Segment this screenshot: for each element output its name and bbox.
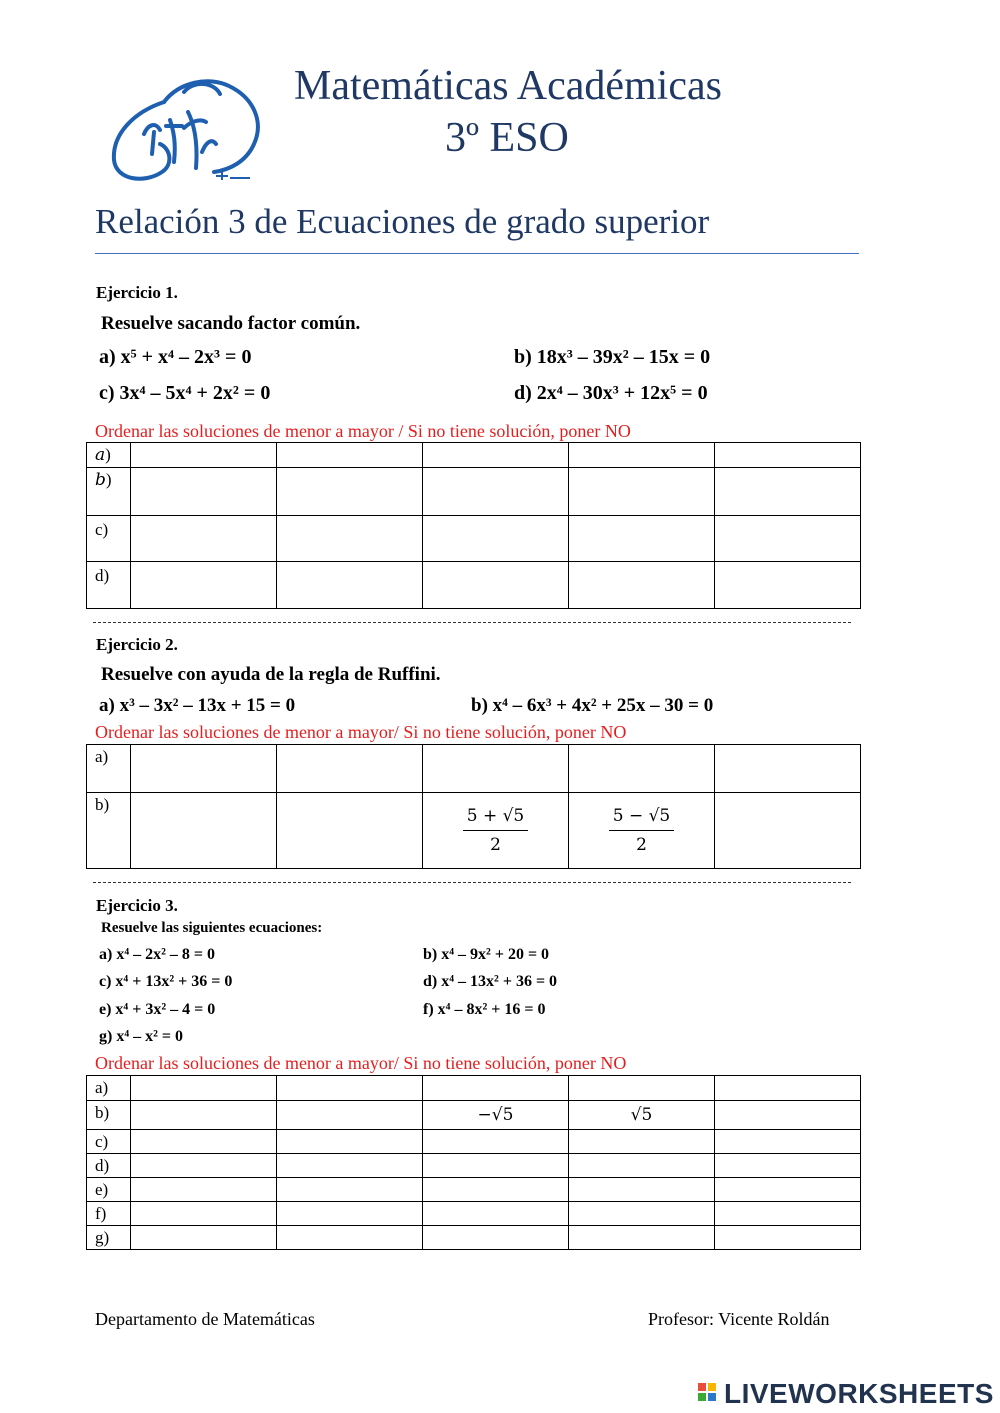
- answer-cell[interactable]: [277, 793, 423, 869]
- answer-cell[interactable]: [277, 1076, 423, 1101]
- exercise2-equation-a: a) x³ – 3x² – 13x + 15 = 0: [99, 695, 296, 716]
- exercise3-note: Ordenar las soluciones de menor a mayor/ Si no tiene solución, poner NO: [95, 1053, 627, 1073]
- answer-cell[interactable]: [131, 1130, 277, 1154]
- table-row: [87, 1076, 861, 1101]
- table-row: [87, 1202, 861, 1226]
- prefilled-solution-cell: [569, 793, 715, 869]
- answer-cell[interactable]: [569, 468, 715, 516]
- answer-cell[interactable]: [277, 443, 423, 468]
- answer-cell[interactable]: [423, 562, 569, 609]
- exercise1-note: Ordenar las soluciones de menor a mayor / Si no tiene solución, poner NO: [95, 421, 631, 441]
- answer-cell[interactable]: [715, 1101, 861, 1130]
- exercise3-equation-f: f) x⁴ – 8x² + 16 = 0: [423, 1001, 546, 1018]
- answer-cell[interactable]: [715, 1130, 861, 1154]
- row-label: d): [87, 1154, 131, 1178]
- table-row: [87, 1130, 861, 1154]
- liveworksheets-brand-text: LIVEWORKSHEETS: [724, 1378, 994, 1409]
- exercise3-instruction: Resuelve las siguientes ecuaciones:: [101, 920, 323, 936]
- table-row: [87, 1154, 861, 1178]
- answer-cell[interactable]: [131, 1178, 277, 1202]
- exercise1-title: Ejercicio 1.: [96, 283, 178, 302]
- row-label: a): [87, 1076, 131, 1101]
- subtitle-rule: [95, 253, 859, 254]
- answer-cell[interactable]: [131, 1154, 277, 1178]
- row-label: a): [87, 745, 131, 793]
- row-label: g): [87, 1226, 131, 1250]
- course-title: 3º ESO: [445, 115, 569, 161]
- answer-cell[interactable]: [131, 1076, 277, 1101]
- section-divider: [93, 622, 851, 623]
- answer-cell[interactable]: [131, 793, 277, 869]
- row-label: 𝑎): [87, 443, 131, 468]
- answer-cell[interactable]: [715, 1202, 861, 1226]
- liveworksheets-brand[interactable]: [698, 1378, 994, 1410]
- answer-cell[interactable]: [715, 1178, 861, 1202]
- answer-cell[interactable]: [131, 745, 277, 793]
- exercise3-equation-e: e) x⁴ + 3x² – 4 = 0: [99, 1001, 216, 1018]
- answer-cell[interactable]: [423, 1226, 569, 1250]
- answer-cell[interactable]: [715, 745, 861, 793]
- answer-cell[interactable]: [131, 1226, 277, 1250]
- answer-cell[interactable]: [569, 1130, 715, 1154]
- fraction-denominator: 2: [636, 835, 647, 855]
- row-label: 𝑏): [87, 468, 131, 516]
- answer-cell[interactable]: [423, 468, 569, 516]
- answer-cell[interactable]: [569, 745, 715, 793]
- answer-cell[interactable]: [569, 1076, 715, 1101]
- table-row: [87, 562, 861, 609]
- answer-cell[interactable]: [131, 516, 277, 562]
- answer-cell[interactable]: [131, 1202, 277, 1226]
- answer-cell[interactable]: [569, 1154, 715, 1178]
- answer-cell[interactable]: [569, 562, 715, 609]
- answer-cell[interactable]: [131, 468, 277, 516]
- prefilled-solution-cell: [423, 793, 569, 869]
- row-label: c): [87, 1130, 131, 1154]
- answer-cell[interactable]: [423, 745, 569, 793]
- answer-cell[interactable]: [277, 516, 423, 562]
- exercise1-equation-b: b) 18x³ – 39x² – 15x = 0: [514, 346, 711, 368]
- fraction-numerator: 5 + √5: [463, 806, 529, 831]
- table-row: [87, 1101, 861, 1130]
- row-label: d): [87, 562, 131, 609]
- answer-cell[interactable]: [131, 562, 277, 609]
- section-divider: [93, 882, 851, 883]
- exercise1-equation-d: d) 2x⁴ – 30x³ + 12x⁵ = 0: [514, 382, 708, 404]
- answer-cell[interactable]: [277, 468, 423, 516]
- answer-cell[interactable]: [423, 1154, 569, 1178]
- answer-cell[interactable]: [423, 443, 569, 468]
- answer-cell[interactable]: [715, 516, 861, 562]
- exercise2-note: Ordenar las soluciones de menor a mayor/ Si no tiene solución, poner NO: [95, 722, 627, 742]
- prefilled-solution-cell: √5: [569, 1101, 715, 1130]
- answer-cell[interactable]: [277, 1130, 423, 1154]
- row-label: f): [87, 1202, 131, 1226]
- answer-cell[interactable]: [277, 745, 423, 793]
- answer-cell[interactable]: [715, 1076, 861, 1101]
- table-row: [87, 1226, 861, 1250]
- footer-teacher: Profesor: Vicente Roldán: [648, 1309, 830, 1329]
- fraction-numerator: 5 − √5: [609, 806, 675, 831]
- exercise1-instruction: Resuelve sacando factor común.: [101, 313, 361, 334]
- answer-cell[interactable]: [423, 1076, 569, 1101]
- answer-cell[interactable]: [277, 562, 423, 609]
- exercise3-equation-a: a) x⁴ – 2x² – 8 = 0: [99, 946, 216, 963]
- answer-cell[interactable]: [423, 1202, 569, 1226]
- row-label: e): [87, 1178, 131, 1202]
- exercise3-equation-d: d) x⁴ – 13x² + 36 = 0: [423, 973, 558, 990]
- answer-cell[interactable]: [569, 516, 715, 562]
- exercise3-equation-g: g) x⁴ – x² = 0: [99, 1028, 184, 1045]
- exercise1-equation-a: a) x⁵ + x⁴ – 2x³ = 0: [99, 346, 252, 368]
- answer-cell[interactable]: [715, 1226, 861, 1250]
- answer-cell[interactable]: [277, 1154, 423, 1178]
- exercise3-equation-b: b) x⁴ – 9x² + 20 = 0: [423, 946, 550, 963]
- exercise2-instruction: Resuelve con ayuda de la regla de Ruffini.: [101, 664, 441, 685]
- answer-cell[interactable]: [277, 1101, 423, 1130]
- table-row: [87, 1178, 861, 1202]
- answer-cell[interactable]: [715, 468, 861, 516]
- row-label: c): [87, 516, 131, 562]
- liveworksheets-logo-icon: [698, 1383, 720, 1405]
- worksheet-subtitle: Relación 3 de Ecuaciones de grado superior: [95, 202, 710, 241]
- exercise1-answer-table: [86, 442, 861, 609]
- prefilled-solution-cell: −√5: [423, 1101, 569, 1130]
- footer-department: Departamento de Matemáticas: [95, 1309, 315, 1329]
- answer-cell[interactable]: [423, 1178, 569, 1202]
- table-row: [87, 745, 861, 793]
- row-label: b): [87, 793, 131, 869]
- answer-cell[interactable]: [715, 443, 861, 468]
- answer-cell[interactable]: [131, 443, 277, 468]
- answer-cell[interactable]: [569, 1202, 715, 1226]
- answer-cell[interactable]: [423, 1130, 569, 1154]
- table-row: [87, 443, 861, 468]
- answer-cell[interactable]: [569, 1178, 715, 1202]
- fraction: [609, 806, 675, 855]
- exercise3-equation-c: c) x⁴ + 13x² + 36 = 0: [99, 973, 233, 990]
- answer-cell[interactable]: [277, 1226, 423, 1250]
- exercise3-title: Ejercicio 3.: [96, 896, 178, 915]
- answer-cell[interactable]: [569, 443, 715, 468]
- answer-cell[interactable]: [715, 562, 861, 609]
- exercise3-answer-table: [86, 1075, 861, 1250]
- page-title: Matemáticas Académicas: [294, 63, 722, 109]
- fraction: [463, 806, 529, 855]
- table-row: [87, 793, 861, 869]
- table-row: [87, 516, 861, 562]
- row-label: b): [87, 1101, 131, 1130]
- answer-cell[interactable]: [569, 1226, 715, 1250]
- exercise2-answer-table: [86, 744, 861, 869]
- table-row: [87, 468, 861, 516]
- exercise1-equation-c: c) 3x⁴ – 5x⁴ + 2x² = 0: [99, 382, 271, 404]
- school-logo-icon: [104, 72, 268, 188]
- exercise2-title: Ejercicio 2.: [96, 635, 178, 654]
- answer-cell[interactable]: [423, 516, 569, 562]
- answer-cell[interactable]: [715, 1154, 861, 1178]
- exercise2-equation-b: b) x⁴ – 6x³ + 4x² + 25x – 30 = 0: [471, 695, 714, 716]
- fraction-denominator: 2: [490, 835, 501, 855]
- answer-cell[interactable]: [277, 1178, 423, 1202]
- answer-cell[interactable]: [277, 1202, 423, 1226]
- answer-cell[interactable]: [131, 1101, 277, 1130]
- answer-cell[interactable]: [715, 793, 861, 869]
